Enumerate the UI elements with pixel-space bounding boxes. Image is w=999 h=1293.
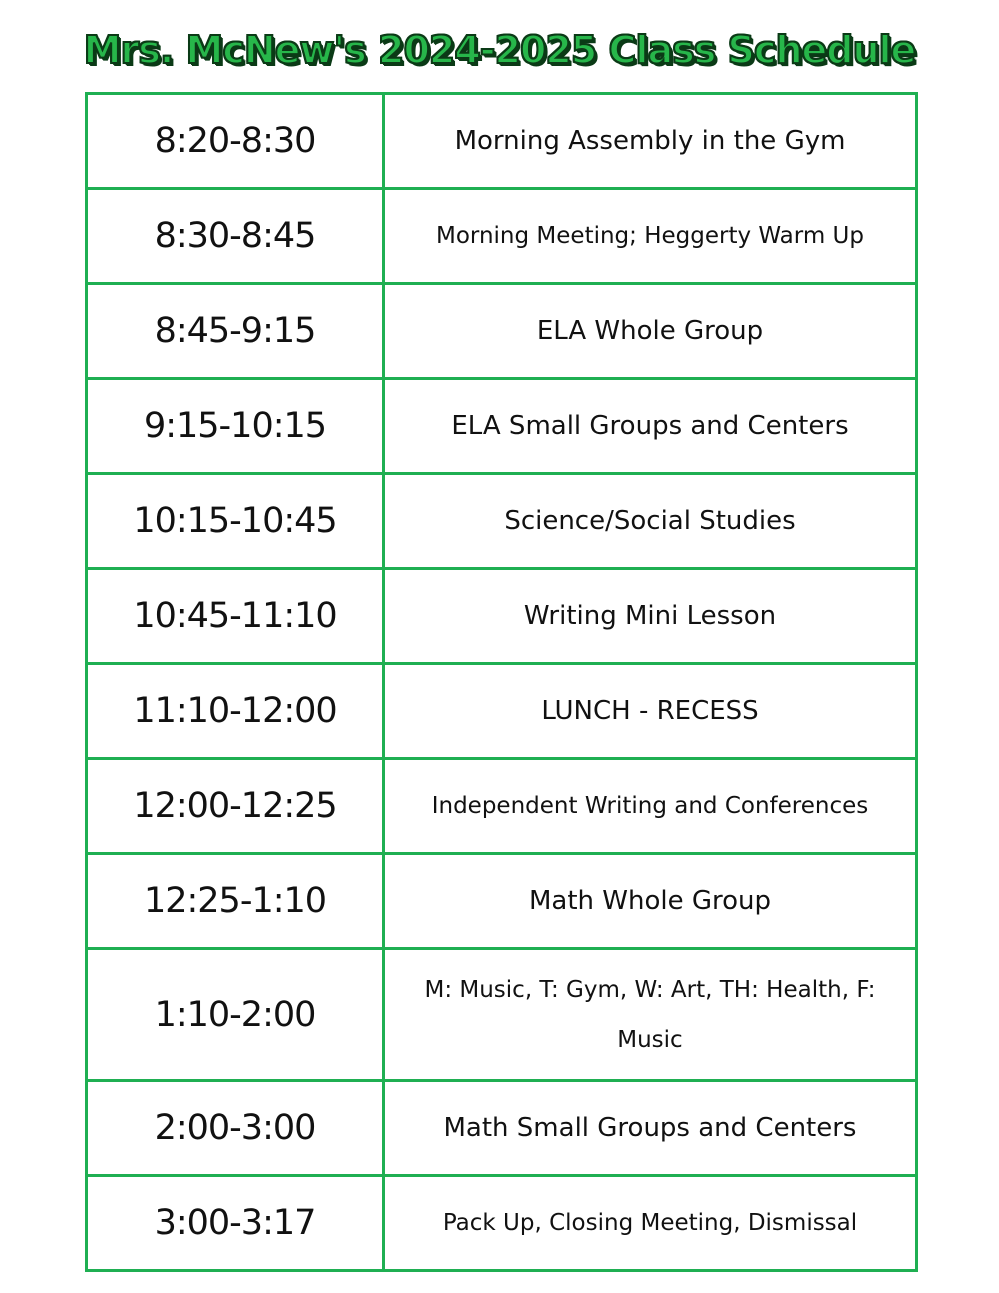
table-row xyxy=(87,569,917,664)
time-cell: 9:15-10:15 xyxy=(87,379,384,474)
table-row xyxy=(87,949,917,1081)
activity-cell: ELA Small Groups and Centers xyxy=(384,379,917,474)
activity-cell: Math Small Groups and Centers xyxy=(384,1081,917,1176)
activity-cell: Morning Meeting; Heggerty Warm Up xyxy=(384,189,917,284)
table-row xyxy=(87,1176,917,1271)
time-cell: 1:10-2:00 xyxy=(87,949,384,1081)
schedule-table xyxy=(85,92,918,1272)
activity-cell: Independent Writing and Conferences xyxy=(384,759,917,854)
time-cell: 3:00-3:17 xyxy=(87,1176,384,1271)
table-row xyxy=(87,379,917,474)
table-row xyxy=(87,189,917,284)
activity-cell: Math Whole Group xyxy=(384,854,917,949)
activity-cell: Pack Up, Closing Meeting, Dismissal xyxy=(384,1176,917,1271)
activity-cell: ELA Whole Group xyxy=(384,284,917,379)
time-cell: 10:45-11:10 xyxy=(87,569,384,664)
time-cell: 8:45-9:15 xyxy=(87,284,384,379)
page-title: Mrs. McNew's 2024-2025 Class Schedule xyxy=(83,28,916,72)
time-cell: 8:20-8:30 xyxy=(87,94,384,189)
activity-cell: LUNCH - RECESS xyxy=(384,664,917,759)
time-cell: 8:30-8:45 xyxy=(87,189,384,284)
time-cell: 12:25-1:10 xyxy=(87,854,384,949)
activity-cell: Science/Social Studies xyxy=(384,474,917,569)
table-row xyxy=(87,854,917,949)
table-row xyxy=(87,474,917,569)
table-row xyxy=(87,664,917,759)
time-cell: 2:00-3:00 xyxy=(87,1081,384,1176)
activity-cell: Writing Mini Lesson xyxy=(384,569,917,664)
time-cell: 12:00-12:25 xyxy=(87,759,384,854)
table-row xyxy=(87,284,917,379)
table-row xyxy=(87,1081,917,1176)
table-row xyxy=(87,759,917,854)
activity-cell: Morning Assembly in the Gym xyxy=(384,94,917,189)
time-cell: 11:10-12:00 xyxy=(87,664,384,759)
time-cell: 10:15-10:45 xyxy=(87,474,384,569)
activity-cell: M: Music, T: Gym, W: Art, TH: Health, F: Music xyxy=(384,949,917,1081)
table-row xyxy=(87,94,917,189)
